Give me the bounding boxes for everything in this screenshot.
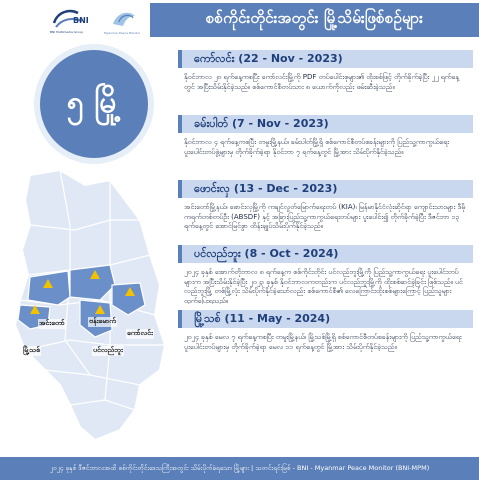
sagaing-region-map [0, 165, 175, 450]
event-card [178, 180, 473, 239]
event-list [178, 50, 473, 375]
event-card [178, 115, 473, 174]
page-title: စစ်ကိုင်းတိုင်းအတွင်း မြို့သိမ်းဖြစ်စဉ်များ [150, 3, 479, 37]
footer-source-note: ၂၀၂၄ ခုနှစ် ဒီဇင်ဘာလအထိ စစ်ကိုင်းတိုင်းဒေသကြီးအတွင်း သိမ်းပိုက်ခံရသော မြို့များ | သတင်းရင်းမြစ် - BNI - Myanmar Peace Monitor (BNI-MPM) [0, 457, 479, 480]
event-description: နိုဝင်ဘာလ ၂၀ ရက်နေ့ကစပြီး ကော်လင်းမြို့ကို PDF တပ်ပေါင်းစုများ၏ ထိုးစစ်ဖြင့် တိုက်ခိုက်ခဲ့ပြီး ၂၂ ရက်နေ့တွင် အပြီးသိမ်းနိုင်ခဲ့သည်။ စစ်ကောင်စီတပ်သား ၈ ယောက်ကိုလည်း ဖမ်းဆီးခဲ့သည်။ [184, 73, 459, 91]
bni-logo-caption: BNI Multimedia Group [50, 30, 83, 34]
map-label-indaw: အင်းတော် [39, 319, 65, 327]
town-count-badge: ၅ မြို့ [40, 50, 148, 158]
event-card [178, 50, 473, 109]
event-description: ၂၀၂၄ ခုနှစ် အောက်တိုဘာလ ၈ ရက်နေ့က စစ်ကိုင်းတိုင်း ပင်လည်ဘူးမြို့ကို ပြည်သူ့ကာကွယ်ရေး ပူးပေါင်းတပ်များက အပြီးသိမ်းနိုင်ခဲ့ပြီး ၂၀၂၃ ခုနှစ် နိုဝင်ဘာလကတည်းက ပင်လည်ဘူးမြို့ကို ထိုးစစ်ဆင်ခဲ့ခြင်း ဖြစ်သည်။ ပင်လည်ဘူးမြို့ တစ်မြို့လုံး သိမ်းပိုက်နိုင်ခဲ့သော်လည်း စစ်ကောင်စီ၏ လေကြောင်းထိုးစစ်များကြောင့် ပြည်သူများ ထွက်ပြေးရသည်။ [184, 268, 463, 304]
event-card [178, 310, 473, 369]
peace-monitor-caption: Myanmar Peace Monitor [104, 31, 141, 35]
map-label-kawlin: ကော်လင်း [127, 329, 153, 337]
event-description: ၂၀၂၄ ခုနှစ် မေလ ၇ ရက်နေ့ကစပြီး တမူးမြို့နယ်၊ မြို့သစ်မြို့ရှိ စစ်ကောင်စီတပ်စခန်းများကို ပြည်သူ့ကာကွယ်ရေး ပူးပေါင်းတပ်များမှ တိုက်ခိုက်ခဲ့ရာ မေလ ၁၁ ရက်နေ့တွင် မြို့အား သိမ်းပိုက်နိုင်ခဲ့သည်။ [184, 333, 462, 351]
bni-logo-text: BNI [73, 16, 89, 25]
event-heading: ကော်လင်း (22 - Nov - 2023) [178, 50, 473, 68]
region-map-svg [0, 165, 175, 450]
dove-icon [103, 4, 143, 36]
header-bar [0, 0, 479, 40]
event-card [178, 245, 473, 304]
map-label-pinlebu: ပင်လည်ဘူး [93, 346, 123, 354]
peace-monitor-logo [103, 4, 143, 36]
event-heading: ဖောင်းလှ (13 - Dec - 2023) [178, 180, 473, 198]
event-description: နိုဝင်ဘာလ ၄ ရက်နေ့ကစပြီး တမူးမြို့နယ်၊ ခမ်းပါတ်မြို့ရှိ စစ်ကောင်စီတပ်စခန်းများကို ပြည်သူ့ကာကွယ်ရေး ပူးပေါင်းတပ်ဖွဲ့များမှ တိုက်ခိုက်ခဲ့ရာ နိုဝင်ဘာ ၇ ရက်နေ့တွင် မြို့အား သိမ်းပိုက်နိုင်ခဲ့သည်။ [184, 138, 449, 156]
map-label-myothit: မြို့သစ် [23, 346, 40, 354]
bni-logo-icon [48, 5, 92, 35]
event-heading: မြို့သစ် (11 - May - 2024) [178, 310, 473, 328]
event-description: အင်းတော်မြို့နယ်၊ ဖောင်းလှမြို့ကို ကချင်လွတ်မြောက်ရေးတပ် (KIA)၊ မြန်မာနိုင်ငံလုံးဆိုင်ရာ ကျောင်းသားများ ဒီမိုကရက်တစ်တပ်ဦး (ABSDF) နှင့် အခြားပြည်သူ့ကာကွယ်ရေးတပ်များ ပူးပေါင်း၍ တိုက်ခိုက်ခဲ့ပြီး ဒီဇင်ဘာ ၁၃ ရက်နေ့တွင် အောင်မြင်စွာ ထိန်းချုပ်သိမ်းပိုက်နိုင်ခဲ့သည်။ [184, 203, 466, 230]
map-label-banmauk: ဗန်းမောက် [89, 317, 116, 325]
bni-logo [48, 5, 92, 35]
event-heading: ခမ်းပါတ် (7 - Nov - 2023) [178, 115, 473, 133]
event-heading: ပင်လည်ဘူး (8 - Oct - 2024) [178, 245, 473, 263]
